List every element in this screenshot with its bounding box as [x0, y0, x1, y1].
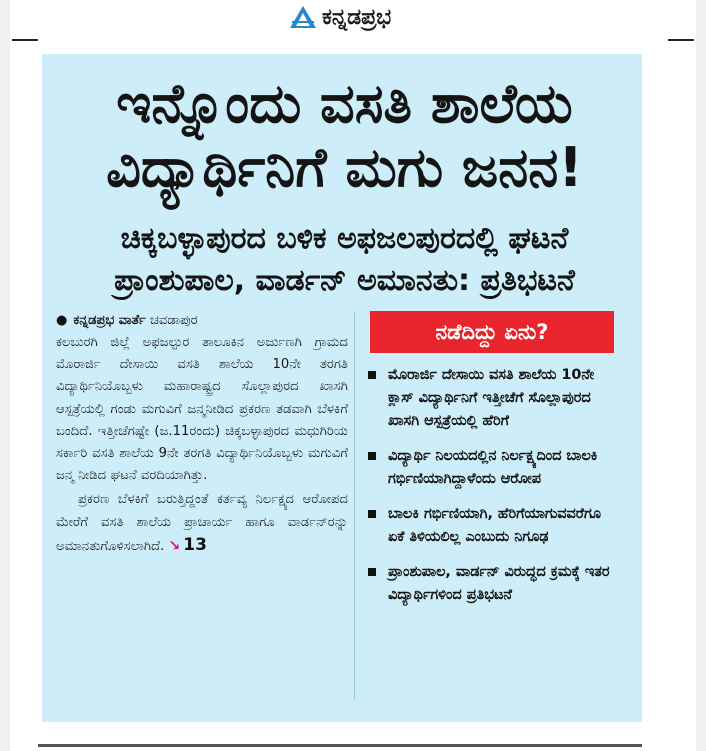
sidebar-point-text: ಮೊರಾರ್ಜಿ ದೇಸಾಯಿ ವಸತಿ ಶಾಲೆಯ 10ನೇ ಕ್ಲಾಸ್‌ ವಿದ್ಯಾರ್ಥಿನಿಗೆ ಇತ್ತೀಚೆಗೆ ಸೊಲ್ಲಾಪುರದ ಖಾಸಗಿ ಆಸ್ಪತ್ರೆಯಲ್ಲಿ ಹೆರಿಗೆ — [388, 367, 595, 429]
column-divider — [354, 312, 355, 700]
byline-agency: ಕನ್ನಡಪ್ರಭ ವಾರ್ತೆ — [73, 313, 146, 328]
article-body — [56, 332, 348, 558]
jump-arrow-icon: ↘ — [168, 537, 181, 554]
article-panel — [42, 54, 642, 722]
square-bullet-icon — [368, 510, 376, 518]
byline-place: ಚವಡಾಪುರ — [150, 313, 198, 328]
sidebar-point — [368, 445, 620, 491]
newspaper-name: ಕನ್ನಡಪ್ರಭ — [322, 4, 392, 30]
article-paragraph-2-text: ಪ್ರಕರಣ ಬೆಳಕಿಗೆ ಬರುತ್ತಿದ್ದಂತೆ ಕರ್ತವ್ಯ ನಿರ್ಲಕ್ಷ್ಯದ ಆರೋಪದ ಮೇರೆಗೆ ವಸತಿ ಶಾಲೆಯ ಪ್ರಾಚಾರ್ಯ ಹಾಗೂ ವಾರ್ಡನ್‌ರನ್ನು ಅಮಾನತುಗೊಳಿಸಲಾಗಿದೆ. — [56, 492, 348, 554]
sidebar-title: ನಡೆದಿದ್ದು ಏನು? — [370, 311, 614, 353]
masthead — [288, 2, 391, 32]
masthead-rule-right — [668, 39, 694, 41]
continued-on-page — [169, 535, 207, 555]
jump-page-number: 13 — [183, 534, 207, 555]
left-edge-strip — [0, 0, 10, 751]
sidebar-point — [368, 561, 620, 607]
newspaper-logo-icon — [288, 4, 318, 30]
sidebar-point-text: ಬಾಲಕಿ ಗರ್ಭಿಣಿಯಾಗಿ, ಹೆರಿಗೆಯಾಗುವವರೆಗೂ ಏಕೆ ತಿಳಿಯಲಿಲ್ಲ ಎಂಬುದು ನಿಗೂಢ — [388, 506, 601, 545]
right-edge-strip — [696, 0, 706, 751]
byline — [56, 311, 356, 331]
sidebar-point-text: ಪ್ರಾಂಶುಪಾಲ, ವಾರ್ಡನ್‌ ವಿರುದ್ಧದ ಕ್ರಮಕ್ಕೆ ಇತರ ವಿದ್ಯಾರ್ಥಿಗಳಿಂದ ಪ್ರತಿಭಟನೆ — [388, 564, 610, 603]
article-paragraph-1: ಕಲಬುರಗಿ ಜಿಲ್ಲೆ ಅಫಜಲ್ಪುರ ತಾಲೂಕಿನ ಅರ್ಜುಣಗಿ ಗ್ರಾಮದ ಮೊರಾರ್ಜಿ ದೇಸಾಯಿ ವಸತಿ ಶಾಲೆಯ 10ನೇ ತರಗತಿ ವಿದ್ಯಾರ್ಥಿನಿಯೊಬ್ಬಳು ಮಹಾರಾಷ್ಟ್ರದ ಸೊಲ್ಲಾಪುರದ ಖಾಸಗಿ ಆಸ್ಪತ್ರೆಯಲ್ಲಿ ಗಂಡು ಮಗುವಿಗೆ ಜನ್ಮನೀಡಿದ ಪ್ರಕರಣ ತಡವಾಗಿ ಬೆಳಕಿಗೆ ಬಂದಿದೆ. ಇತ್ತೀಚೆಗಷ್ಟೇ (ಜ.11ರಂದು) ಚಿಕ್ಕಬಳ್ಳಾಪುರದ ಮಧುಗಿರಿಯ ಸರ್ಕಾರಿ ವಸತಿ ಶಾಲೆಯ 9ನೇ ತರಗತಿ ವಿದ್ಯಾರ್ಥಿನಿಯೊಬ್ಬಳು ಮಗುವಿಗೆ ಜನ್ಮ ನೀಡಿದ ಘಟನೆ ವರದಿಯಾಗಿತ್ತು. — [56, 335, 348, 484]
article-paragraph-2 — [56, 489, 348, 558]
subheadline: ಚಿಕ್ಕಬಳ್ಳಾಪುರದ ಬಳಿಕ ಅಫಜಲಪುರದಲ್ಲಿ ಘಟನೆ ಪ್ರಾಂಶುಪಾಲ, ವಾರ್ಡನ್‌ ಅಮಾನತು: ಪ್ರತಿಭಟನೆ — [114, 221, 575, 298]
square-bullet-icon — [368, 568, 376, 576]
masthead-rule-left — [12, 39, 38, 41]
square-bullet-icon — [368, 452, 376, 460]
bottom-rule — [38, 744, 642, 747]
sidebar-points — [368, 364, 620, 619]
sidebar-point-text: ವಿದ್ಯಾರ್ಥಿ ನಿಲಯದಲ್ಲಿನ ನಿರ್ಲಕ್ಷ್ಯದಿಂದ ಬಾಲಕಿ ಗರ್ಭಿಣಿಯಾಗಿದ್ದಾಳೆಂದು ಆರೋಪ — [388, 448, 598, 487]
sidebar-point — [368, 503, 620, 549]
byline-bullet: ● — [56, 313, 68, 328]
sidebar-point — [368, 364, 620, 433]
headline: ಇನ್ನೊಂದು ವಸತಿ ಶಾಲೆಯ ವಿದ್ಯಾರ್ಥಿನಿಗೆ ಮಗು ಜನನ! — [106, 72, 583, 199]
square-bullet-icon — [368, 371, 376, 379]
